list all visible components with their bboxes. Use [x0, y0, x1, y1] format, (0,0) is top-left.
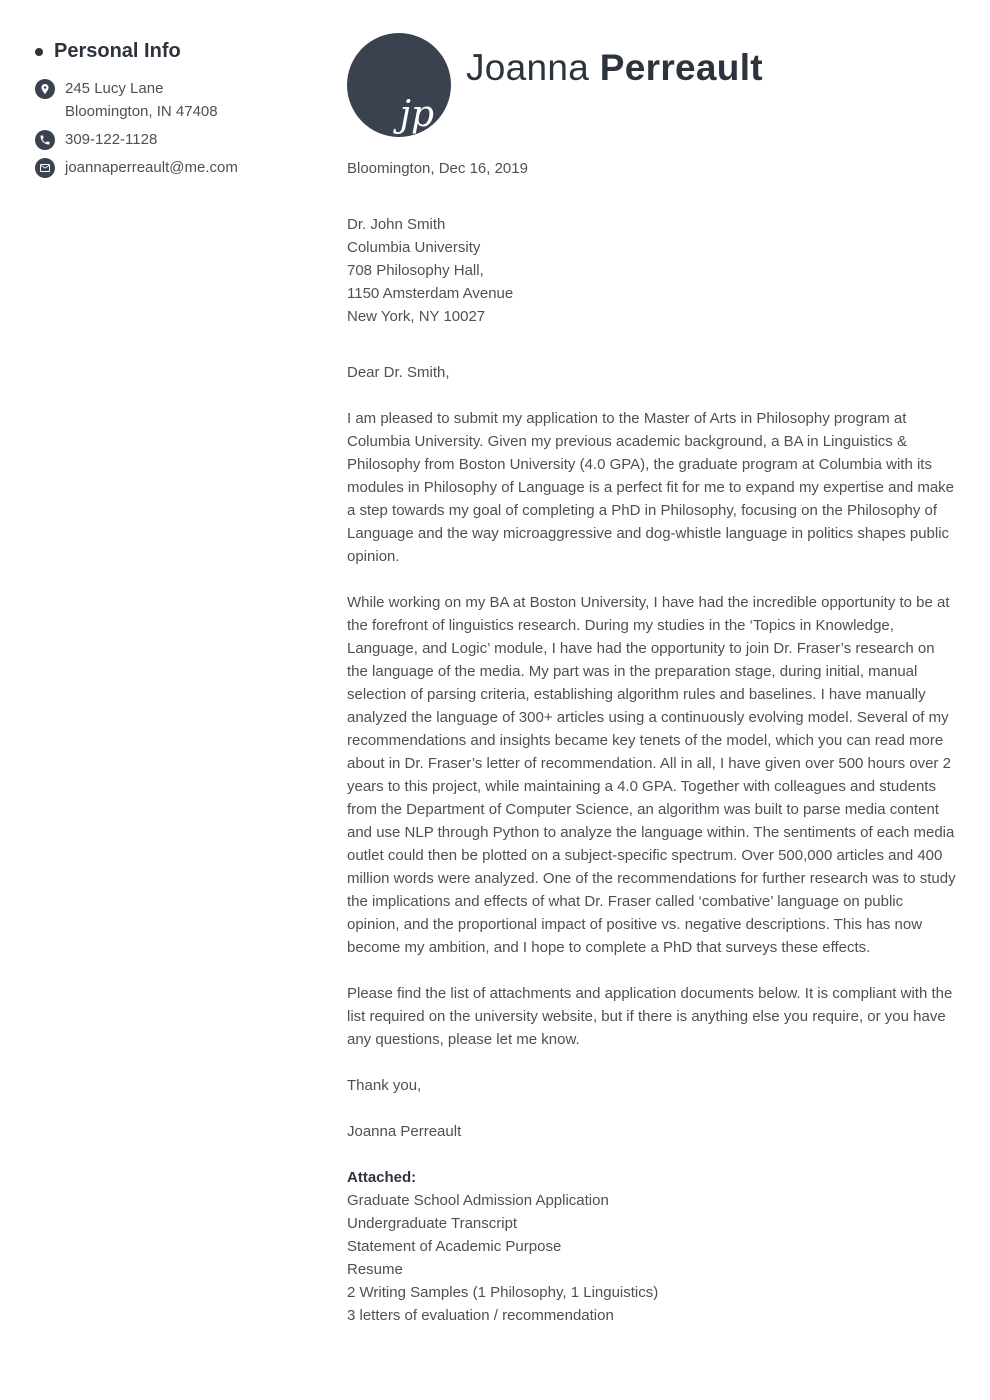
- contact-line: 309-122-1128: [65, 131, 158, 148]
- letter-paragraph: Please find the list of attachments and application documents below. It is compliant with the list required on the university website, but if there is anything else you require, or you have any questions, please let me know.: [347, 985, 953, 1048]
- letter-paragraph: I am pleased to submit my application to the Master of Arts in Philosophy program at Columbia University. Given my previous academic background, a BA in Linguistics & Philosophy from Boston University (4.0 GPA), the graduate program at Columbia with its modules in Philosophy of Language is a perfect fit for me to expand my expertise and make a step towards my goal of completing a PhD in Philosophy, focusing on the Philosophy of Language and the way microaggressive and dog-whistle language in politics shapes public opinion.: [347, 410, 955, 565]
- letter-paragraph: While working on my BA at Boston University, I have had the incredible opportunity to be at the forefront of linguistics research. During my studies in the ‘Topics in Knowledge, Language, and Logic’ module, I have had the opportunity to join Dr. Fraser’s research on the language of the media. My part was in the preparation stage, during initial, manual selection of parsing criteria, establishing algorithm rules and baselines. I have manually analyzed the language of 300+ articles using a continuously evolving model. Several of my recommendations and insights became key tenets of the model, which you can read more about in Dr. Fraser’s letter of recommendation. All in all, I have given over 500 hours over 2 years to this project, while maintaining a 4.0 GPA. Together with colleagues and students from the Department of Computer Science, an algorithm was built to parse media content and use NLP through Python to analyze the language within. The sentiments of each media outlet could then be plotted on a subject-specific spectrum. Over 500,000 articles and 400 million words were analyzed. One of the recommendations for further research was to study the implications and effects of what Dr. Fraser called ‘combative’ language on public opinion, and the proportional impact of positive vs. negative descriptions. This has now become my ambition, and I hope to complete a PhD that surveys these effects.: [347, 594, 956, 956]
- attachment-item: Resume: [347, 1261, 403, 1278]
- avatar: [347, 33, 451, 137]
- location-icon: [35, 79, 55, 99]
- bullet-icon: [35, 48, 43, 56]
- contact-line: joannaperreault@me.com: [65, 159, 238, 176]
- letter-header: [347, 33, 959, 137]
- contact-item-address: [35, 77, 330, 123]
- letter-body: [347, 157, 959, 1327]
- last-name: Perreault: [599, 47, 763, 88]
- first-name: Joanna: [466, 47, 590, 88]
- recipient-line: New York, NY 10027: [347, 308, 486, 325]
- email-icon: [35, 158, 55, 178]
- salutation: Dear Dr. Smith,: [347, 364, 450, 381]
- phone-icon: [35, 130, 55, 150]
- contact-address-lines: [65, 77, 218, 123]
- closing: Thank you,: [347, 1077, 422, 1094]
- contact-item-phone: [35, 128, 330, 151]
- recipient-line: 1150 Amsterdam Avenue: [347, 285, 514, 302]
- date-line: Bloomington, Dec 16, 2019: [347, 160, 528, 177]
- contact-line: Bloomington, IN 47408: [65, 103, 218, 120]
- recipient-block: [347, 213, 959, 328]
- letter-document: [347, 33, 959, 1327]
- avatar-initials: jp: [399, 94, 434, 135]
- attachment-item: Undergraduate Transcript: [347, 1215, 518, 1232]
- attachment-item: 3 letters of evaluation / recommendation: [347, 1307, 614, 1324]
- signature: Joanna Perreault: [347, 1123, 462, 1140]
- recipient-line: 708 Philosophy Hall,: [347, 262, 484, 279]
- full-name: [466, 48, 763, 137]
- contact-line: 245 Lucy Lane: [65, 80, 164, 97]
- attachment-item: Statement of Academic Purpose: [347, 1238, 562, 1255]
- recipient-line: Dr. John Smith: [347, 216, 446, 233]
- recipient-line: Columbia University: [347, 239, 481, 256]
- attachment-list: [347, 1189, 959, 1327]
- sidebar: [35, 40, 330, 184]
- personal-info-heading-label: Personal Info: [54, 40, 181, 62]
- attached-heading: Attached:: [347, 1169, 417, 1186]
- personal-info-heading: [35, 40, 330, 63]
- attachment-item: Graduate School Admission Application: [347, 1192, 609, 1209]
- attachment-item: 2 Writing Samples (1 Philosophy, 1 Linguistics): [347, 1284, 659, 1301]
- contact-item-email: [35, 156, 330, 179]
